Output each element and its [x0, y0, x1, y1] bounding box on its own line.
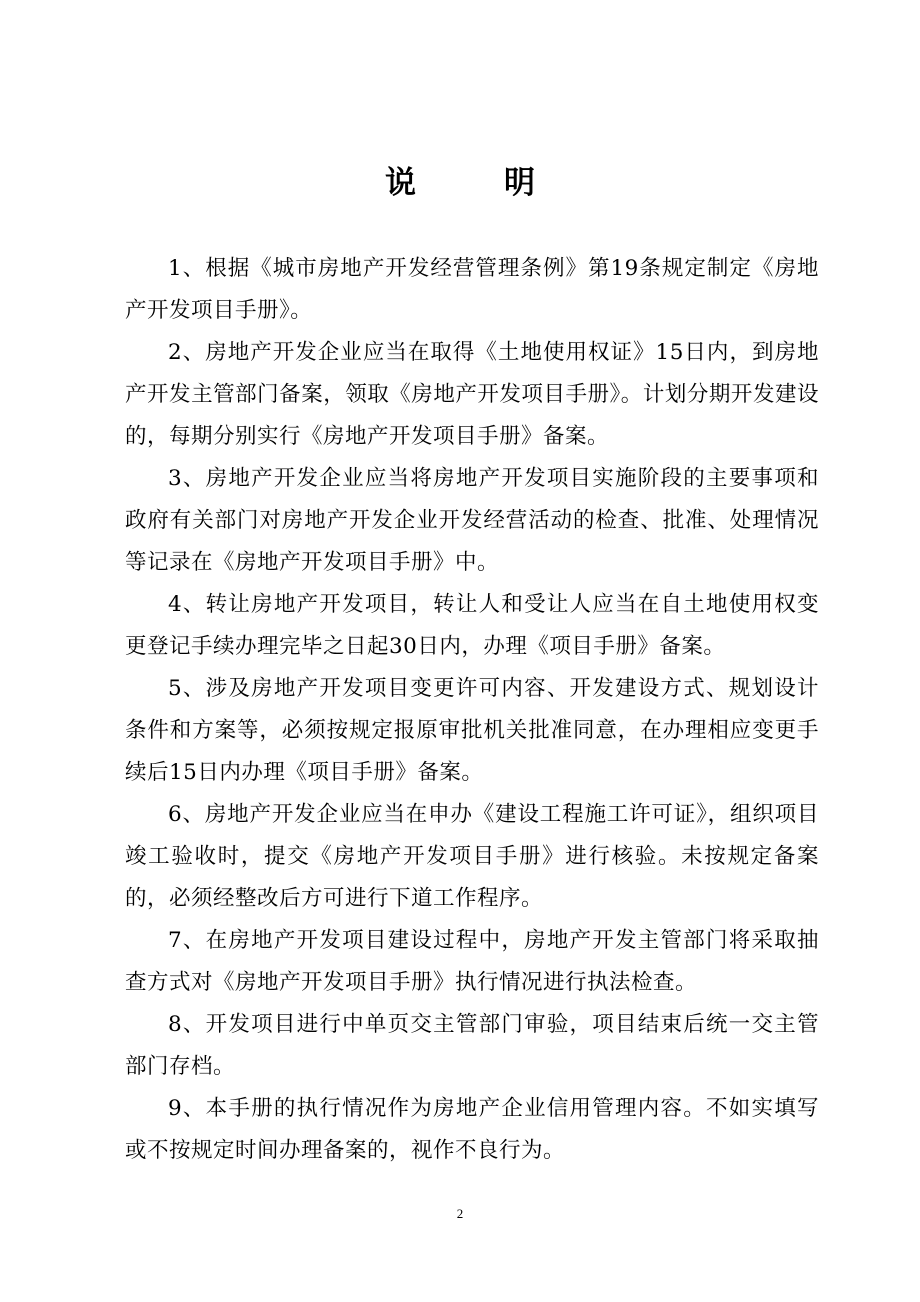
paragraph-1: 1、根据《城市房地产开发经营管理条例》第19条规定制定《房地产开发项目手册》。 [125, 256, 819, 323]
document-body [125, 248, 819, 1172]
page-title-part-2: 明 [504, 165, 535, 201]
paragraph-8: 8、开发项目进行中单页交主管部门审验，项目结束后统一交主管部门存档。 [125, 1012, 819, 1079]
paragraph-5: 5、涉及房地产开发项目变更许可内容、开发建设方式、规划设计条件和方案等，必须按规定报原审批机关批准同意，在办理相应变更手续后15日内办理《项目手册》备案。 [125, 676, 819, 785]
page-title-part-1: 说 [385, 165, 416, 201]
page-number: 2 [456, 1206, 464, 1221]
paragraph-7: 7、在房地产开发项目建设过程中，房地产开发主管部门将采取抽查方式对《房地产开发项目手册》执行情况进行执法检查。 [125, 928, 819, 995]
paragraph-6: 6、房地产开发企业应当在申办《建设工程施工许可证》，组织项目竣工验收时，提交《房地产开发项目手册》进行核验。未按规定备案的，必须经整改后方可进行下道工作程序。 [125, 802, 819, 911]
page-title [0, 158, 920, 208]
paragraph-9: 9、本手册的执行情况作为房地产企业信用管理内容。不如实填写或不按规定时间办理备案的，视作不良行为。 [125, 1096, 819, 1163]
paragraph-4: 4、转让房地产开发项目，转让人和受让人应当在自土地使用权变更登记手续办理完毕之日起30日内，办理《项目手册》备案。 [125, 592, 819, 659]
paragraph-2: 2、房地产开发企业应当在取得《土地使用权证》15日内，到房地产开发主管部门备案，领取《房地产开发项目手册》。计划分期开发建设的，每期分别实行《房地产开发项目手册》备案。 [125, 340, 819, 449]
paragraph-3: 3、房地产开发企业应当将房地产开发项目实施阶段的主要事项和政府有关部门对房地产开发企业开发经营活动的检查、批准、处理情况等记录在《房地产开发项目手册》中。 [125, 466, 819, 575]
